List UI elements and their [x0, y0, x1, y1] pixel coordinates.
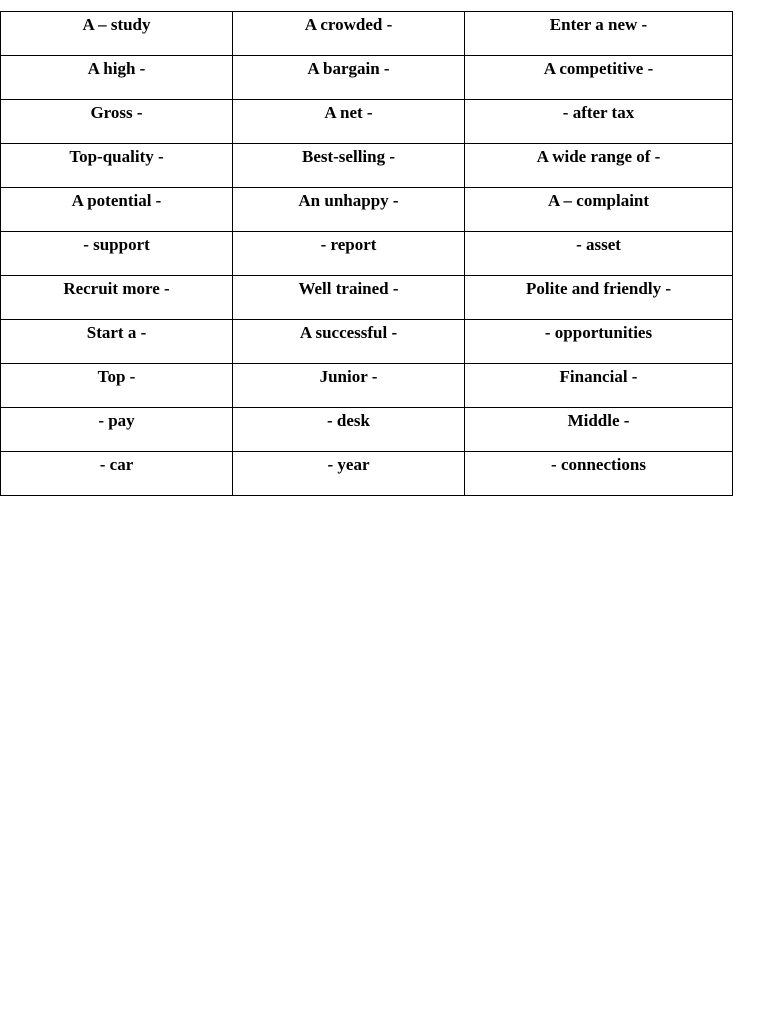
table-cell: - report — [233, 232, 465, 276]
table-row — [1, 452, 733, 496]
table-row — [1, 56, 733, 100]
table-cell: - car — [1, 452, 233, 496]
table-row — [1, 232, 733, 276]
table-cell: Middle - — [465, 408, 733, 452]
table-cell: Financial - — [465, 364, 733, 408]
table-cell: - connections — [465, 452, 733, 496]
table-cell: A net - — [233, 100, 465, 144]
table-cell: - year — [233, 452, 465, 496]
collocation-table — [0, 11, 733, 496]
table-cell: - desk — [233, 408, 465, 452]
table-cell: A crowded - — [233, 12, 465, 56]
table-cell: Top-quality - — [1, 144, 233, 188]
table-cell: Polite and friendly - — [465, 276, 733, 320]
table-row — [1, 12, 733, 56]
table-cell: Well trained - — [233, 276, 465, 320]
table-cell: Enter a new - — [465, 12, 733, 56]
table-cell: Junior - — [233, 364, 465, 408]
table-row — [1, 408, 733, 452]
table-cell: A – study — [1, 12, 233, 56]
table-row — [1, 320, 733, 364]
table-cell: A high - — [1, 56, 233, 100]
table-cell: Start a - — [1, 320, 233, 364]
table-cell: Best-selling - — [233, 144, 465, 188]
table-cell: A bargain - — [233, 56, 465, 100]
table-cell: - opportunities — [465, 320, 733, 364]
table-cell: Top - — [1, 364, 233, 408]
table-row — [1, 188, 733, 232]
table-cell: A – complaint — [465, 188, 733, 232]
table-cell: - pay — [1, 408, 233, 452]
table-cell: An unhappy - — [233, 188, 465, 232]
table-row — [1, 364, 733, 408]
table-row — [1, 276, 733, 320]
table-cell: Gross - — [1, 100, 233, 144]
table-cell: A potential - — [1, 188, 233, 232]
table-cell: - after tax — [465, 100, 733, 144]
table-row — [1, 100, 733, 144]
table-row — [1, 144, 733, 188]
table-cell: A competitive - — [465, 56, 733, 100]
table-cell: A wide range of - — [465, 144, 733, 188]
table-cell: Recruit more - — [1, 276, 233, 320]
table-cell: - asset — [465, 232, 733, 276]
table-cell: A successful - — [233, 320, 465, 364]
table-cell: - support — [1, 232, 233, 276]
